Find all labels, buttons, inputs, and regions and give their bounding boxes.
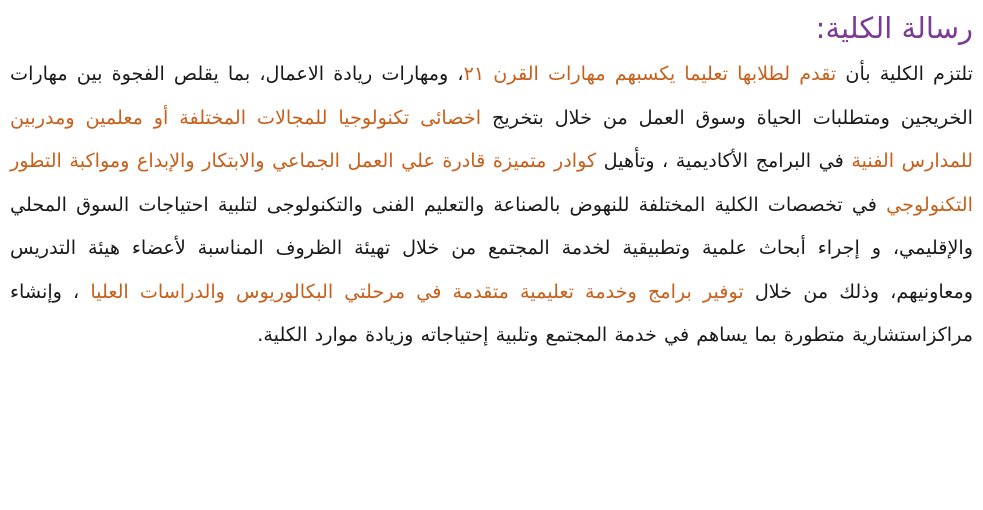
mission-paragraph [10,52,973,357]
mission-text-segment: في البرامج الأكاديمية ، وتأهيل [596,149,852,172]
mission-text-segment: ، وإنشاء مراكزاستشارية متطورة بما يساهم في خدمة المجتمع وتلبية إحتياجاته وزيادة موارد الكلية. [10,279,973,346]
mission-text-segment: ، ومهارات ريادة الاعمال، بما يقلص الفجوة بين مهارات الخريجين ومتطلبات الحياة وسوق العمل من خلال بتخريج [10,62,973,129]
mission-text-segment: في تخصصات الكلية المختلفة للنهوض بالصناعة والتعليم الفنى والتكنولوجى لتلبية احتياجات السوق المحلي والإقليمي، و إجراء أبحاث علمية وتطبيقية لخدمة المجتمع من خلال تهيئة الظروف المناسبة لأعضاء هيئة التدريس ومعاونيهم، وذلك من خلال [10,192,973,303]
mission-text-segment: تلتزم الكلية بأن [836,62,974,85]
mission-highlight-segment: تقدم لطلابها تعليما يكسبهم مهارات القرن ٢١ [463,62,837,85]
mission-highlight-segment: كوادر متميزة قادرة علي العمل الجماعي والابتكار والإبداع ومواكبة التطور التكنولوجي [10,149,973,216]
page-title: رسالة الكلية: [815,11,973,45]
mission-highlight-segment: اخصائى تكنولوجيا للمجالات المختلفة أو معلمين ومدربين للمدارس الفنية [10,105,974,172]
mission-highlight-segment: توفير برامج وخدمة تعليمية متقدمة في مرحلتي البكالوريوس والدراسات العليا [90,279,744,303]
